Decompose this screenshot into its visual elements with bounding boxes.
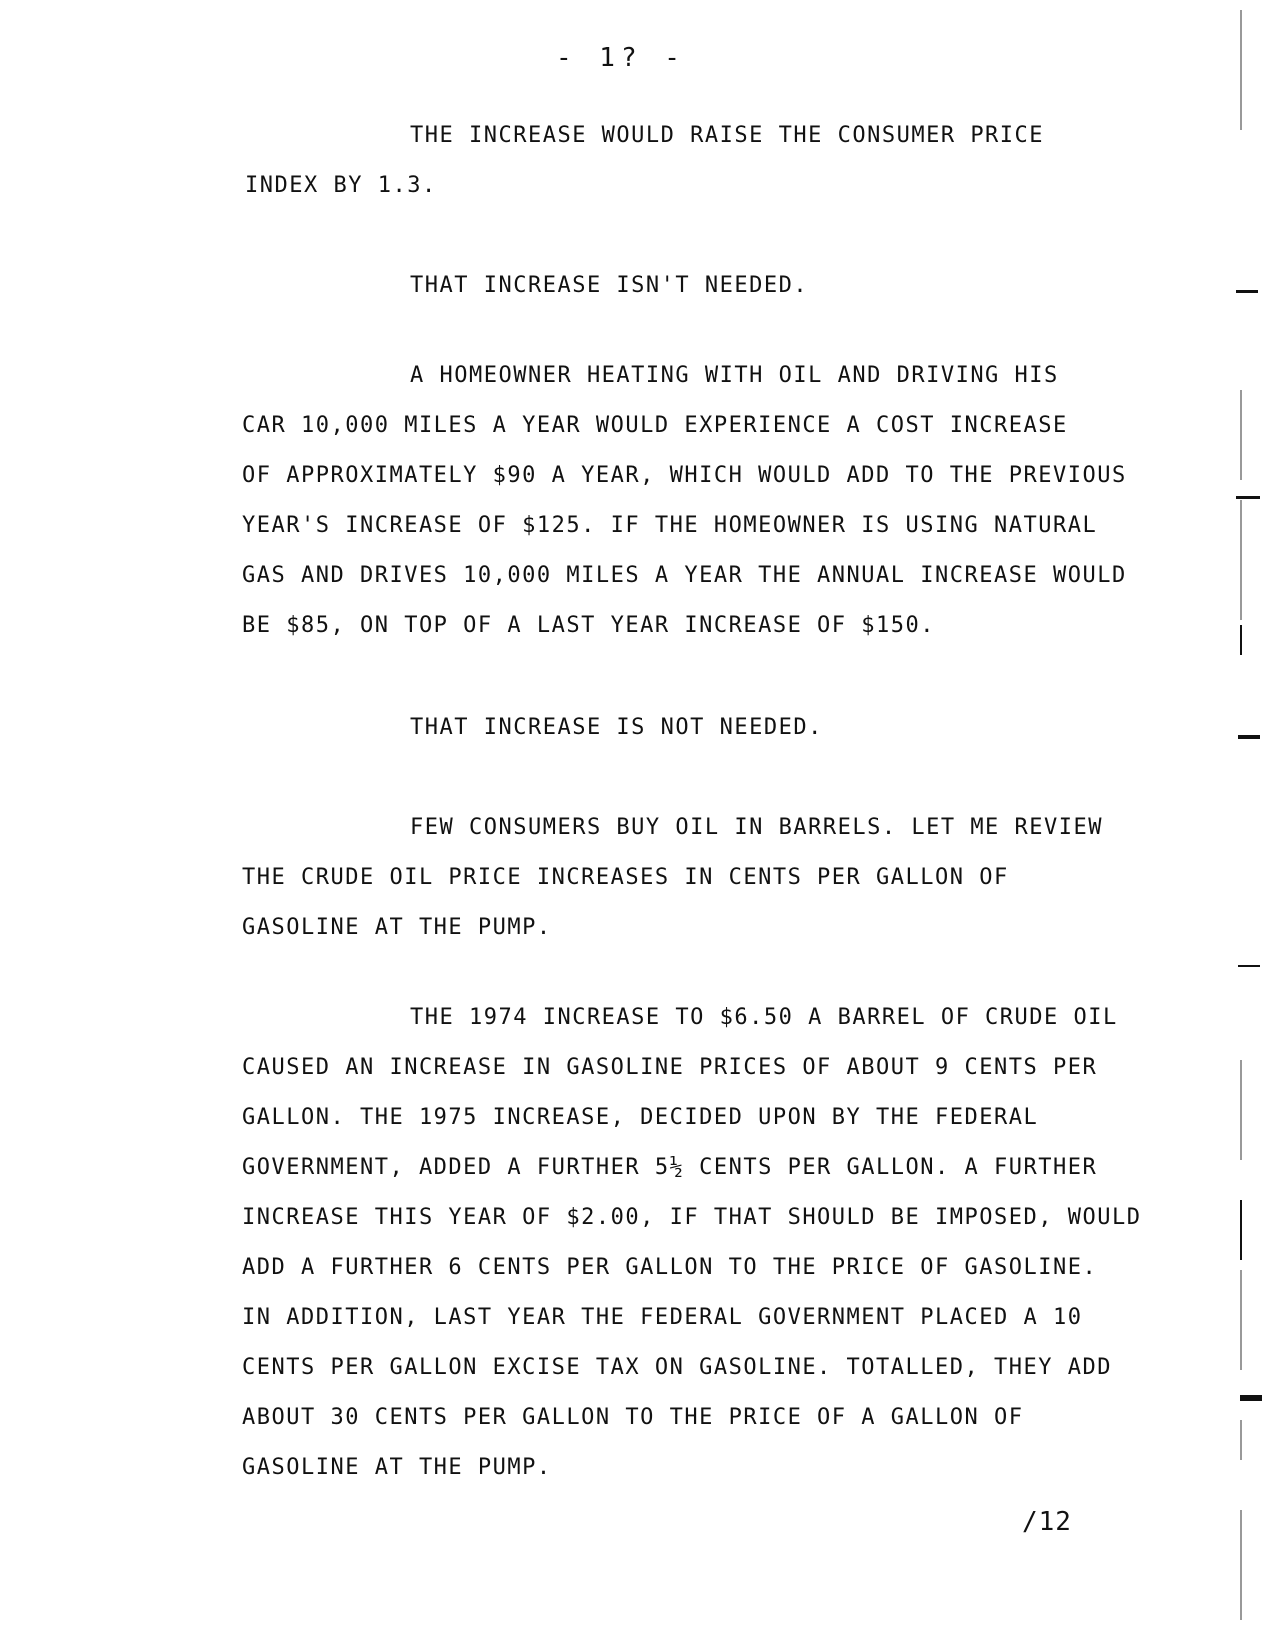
text-line: A HOMEOWNER HEATING WITH OIL AND DRIVING HIS (410, 363, 1059, 388)
text-line: THE 1974 INCREASE TO $6.50 A BARREL OF CRUDE OIL (410, 1005, 1118, 1030)
text-line: CAR 10,000 MILES A YEAR WOULD EXPERIENCE A COST INCREASE (242, 413, 1068, 438)
text-line: OF APPROXIMATELY $90 A YEAR, WHICH WOULD ADD TO THE PREVIOUS (242, 463, 1127, 488)
text-line: BE $85, ON TOP OF A LAST YEAR INCREASE OF $150. (242, 613, 936, 638)
text-line: THE INCREASE WOULD RAISE THE CONSUMER PRICE (410, 123, 1045, 148)
text-line: YEAR'S INCREASE OF $125. IF THE HOMEOWNER IS USING NATURAL (242, 513, 1098, 538)
text-line: THAT INCREASE ISN'T NEEDED. (410, 273, 809, 298)
text-line: GASOLINE AT THE PUMP. (242, 1455, 552, 1480)
text-line: INCREASE THIS YEAR OF $2.00, IF THAT SHOULD BE IMPOSED, WOULD (242, 1205, 1142, 1230)
text-line: INDEX BY 1.3. (245, 173, 437, 198)
text-line: CAUSED AN INCREASE IN GASOLINE PRICES OF ABOUT 9 CENTS PER (242, 1055, 1098, 1080)
text-line: CENTS PER GALLON EXCISE TAX ON GASOLINE. TOTALLED, THEY ADD (242, 1355, 1112, 1380)
text-line: IN ADDITION, LAST YEAR THE FEDERAL GOVERNMENT PLACED A 10 (242, 1305, 1083, 1330)
text-line: THAT INCREASE IS NOT NEEDED. (410, 715, 823, 740)
page-number: - 1? - (556, 43, 686, 73)
text-line: ABOUT 30 CENTS PER GALLON TO THE PRICE OF A GALLON OF (242, 1405, 1024, 1430)
text-line: GOVERNMENT, ADDED A FURTHER 5½ CENTS PER GALLON. A FURTHER (242, 1155, 1098, 1180)
text-line: GASOLINE AT THE PUMP. (242, 915, 552, 940)
continuation-marker: /12 (1022, 1507, 1072, 1537)
text-line: FEW CONSUMERS BUY OIL IN BARRELS. LET ME REVIEW (410, 815, 1104, 840)
text-line: GAS AND DRIVES 10,000 MILES A YEAR THE ANNUAL INCREASE WOULD (242, 563, 1127, 588)
text-line: ADD A FURTHER 6 CENTS PER GALLON TO THE PRICE OF GASOLINE. (242, 1255, 1098, 1280)
text-line: THE CRUDE OIL PRICE INCREASES IN CENTS PER GALLON OF (242, 865, 1009, 890)
text-line: GALLON. THE 1975 INCREASE, DECIDED UPON BY THE FEDERAL (242, 1105, 1039, 1130)
